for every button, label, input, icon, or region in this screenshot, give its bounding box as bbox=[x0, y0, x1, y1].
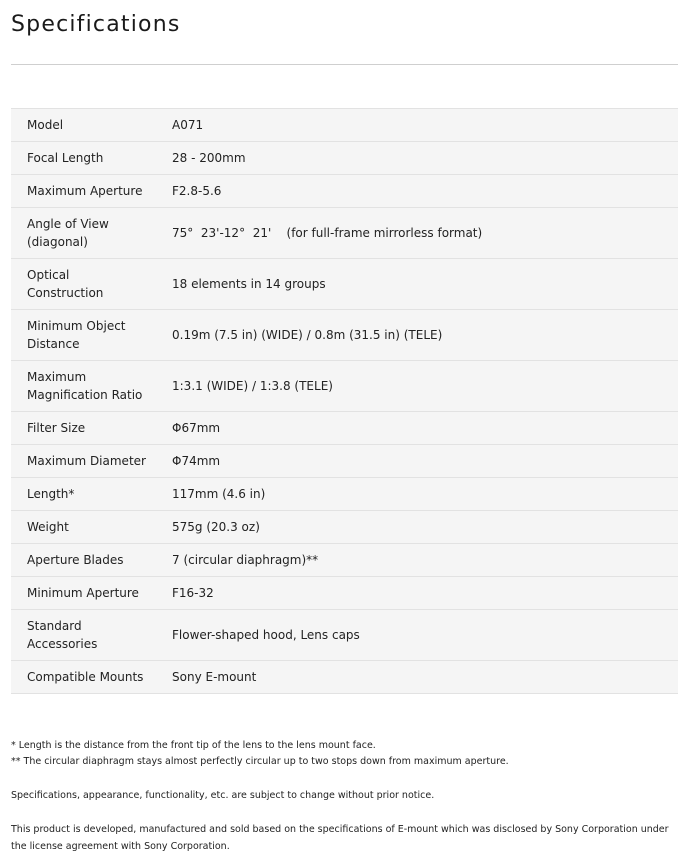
title-divider bbox=[11, 64, 678, 65]
spec-value: 7 (circular diaphragm)** bbox=[172, 544, 678, 577]
spec-label: Aperture Blades bbox=[11, 544, 172, 577]
spec-label: Maximum Magnification Ratio bbox=[11, 361, 172, 412]
spec-label: Optical Construction bbox=[11, 259, 172, 310]
spec-row-maximum-magnification-ratio bbox=[11, 361, 678, 412]
spec-row-optical-construction bbox=[11, 259, 678, 310]
spec-row-angle-of-view bbox=[11, 208, 678, 259]
spec-label: Minimum Aperture bbox=[11, 577, 172, 610]
diaphragm-footnote: ** The circular diaphragm stays almost perfectly circular up to two stops down from maximum aperture. bbox=[11, 756, 509, 767]
spec-row-minimum-object-distance bbox=[11, 310, 678, 361]
spec-row-model bbox=[11, 109, 678, 142]
spec-value: Φ74mm bbox=[172, 445, 678, 478]
spec-value: 28 - 200mm bbox=[172, 142, 678, 175]
spec-row-filter-size bbox=[11, 412, 678, 445]
spec-label: Length* bbox=[11, 478, 172, 511]
spec-label: Standard Accessories bbox=[11, 610, 172, 661]
spec-value: 575g (20.3 oz) bbox=[172, 511, 678, 544]
spec-label: Focal Length bbox=[11, 142, 172, 175]
license-notice: This product is developed, manufactured and sold based on the specifications of E-mount which was disclosed by Sony Corporation under the license agreement with Sony Corporation. bbox=[11, 824, 669, 852]
change-notice: Specifications, appearance, functionality, etc. are subject to change without prior notice. bbox=[11, 790, 435, 801]
spec-value: 117mm (4.6 in) bbox=[172, 478, 678, 511]
spec-row-standard-accessories bbox=[11, 610, 678, 661]
spec-value: 18 elements in 14 groups bbox=[172, 259, 678, 310]
spec-value: 75° 23'-12° 21' (for full-frame mirrorless format) bbox=[172, 208, 678, 259]
spec-label: Compatible Mounts bbox=[11, 661, 172, 694]
spec-label: Weight bbox=[11, 511, 172, 544]
spec-row-focal-length bbox=[11, 142, 678, 175]
spec-value: Sony E-mount bbox=[172, 661, 678, 694]
spec-label: Angle of View (diagonal) bbox=[11, 208, 172, 259]
spec-value: Flower-shaped hood, Lens caps bbox=[172, 610, 678, 661]
spec-row-maximum-diameter bbox=[11, 445, 678, 478]
spec-row-weight bbox=[11, 511, 678, 544]
spec-row-length bbox=[11, 478, 678, 511]
spec-label: Minimum Object Distance bbox=[11, 310, 172, 361]
spec-label: Filter Size bbox=[11, 412, 172, 445]
spec-value: F16-32 bbox=[172, 577, 678, 610]
page-title: Specifications bbox=[11, 12, 181, 37]
spec-value: Φ67mm bbox=[172, 412, 678, 445]
spec-value: A071 bbox=[172, 109, 678, 142]
spec-label: Maximum Aperture bbox=[11, 175, 172, 208]
specifications-table bbox=[11, 108, 678, 694]
length-footnote: * Length is the distance from the front tip of the lens to the lens mount face. bbox=[11, 740, 376, 751]
spec-value: 1:3.1 (WIDE) / 1:3.8 (TELE) bbox=[172, 361, 678, 412]
spec-row-maximum-aperture bbox=[11, 175, 678, 208]
spec-value: F2.8-5.6 bbox=[172, 175, 678, 208]
spec-row-aperture-blades bbox=[11, 544, 678, 577]
spec-label: Model bbox=[11, 109, 172, 142]
spec-value: 0.19m (7.5 in) (WIDE) / 0.8m (31.5 in) (TELE) bbox=[172, 310, 678, 361]
spec-row-compatible-mounts bbox=[11, 661, 678, 694]
spec-label: Maximum Diameter bbox=[11, 445, 172, 478]
spec-row-minimum-aperture bbox=[11, 577, 678, 610]
